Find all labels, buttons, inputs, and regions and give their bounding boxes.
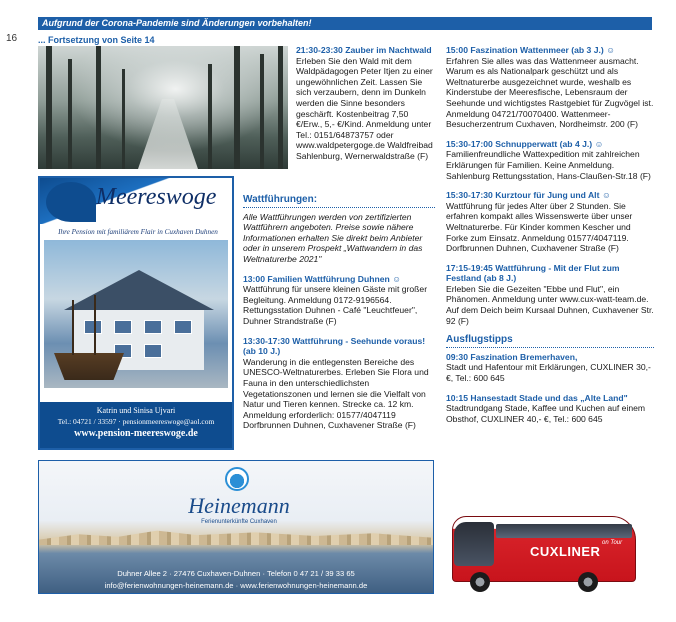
event-body: Familienfreundliche Wattexpedition mit zahlreichen Erklärungen für Familien. Keine Anmeldung. Sahlenburg Rettungsstation, Hans-Claußen-Str.18 (F) bbox=[446, 149, 651, 181]
event-title: 21:30-23:30 Zauber im Nachtwald bbox=[296, 45, 432, 55]
website: www.pension-meereswoge.de bbox=[74, 428, 198, 439]
event-body: Wanderung in die entlegensten Bereiche des UNESCO-Weltnaturerbes. Erleben Sie Flora und Fauna in den unterschiedlichsten Vegetationszonen und lernen sie die Vielfalt von Natur und Tieren kennen. Strecke ca. 12 km. Anmeldung erforderlich: 01577/4047119 Dorfbrunnen Duhnen, Cuxhavener Straße (F) bbox=[243, 356, 429, 431]
cuxliner-logo: CUXLINER bbox=[530, 544, 601, 559]
house-painting bbox=[44, 240, 228, 388]
event-title: 15:30-17:00 Schnupperwatt (ab 4 J.) ☺ bbox=[446, 138, 604, 149]
event-body: Erleben Sie den Wald mit dem Waldpädagogen Peter Itjen zu einer ungewöhnlichen Zeit. Lassen Sie sich verzaubern, denn im Dunkeln werden die Sinne besonders geschärft. Kostenbeitrag 7,50 €/Erw., 5,- €/Kind. Anmeldung unter Tel.: 0151/64873757 oder www.waldpetergoge.de Waldfreibad Sahlenburg, Wernerwaldstraße (F) bbox=[296, 55, 433, 161]
section-title: Wattführungen: bbox=[243, 195, 435, 208]
heinemann-web: info@ferienwohnungen-heinemann.de · www.ferienwohnungen-heinemann.de bbox=[104, 581, 368, 590]
wattfuehrungen-section bbox=[243, 195, 435, 440]
heinemann-logo-icon bbox=[225, 467, 249, 491]
phone-email: Tel.: 04721 / 33597 · pensionmeereswoge@aol.com bbox=[57, 417, 215, 426]
forest-photo bbox=[38, 46, 288, 169]
meereswoge-contact bbox=[40, 402, 232, 448]
right-column bbox=[446, 45, 654, 433]
corona-banner: Aufgrund der Corona-Pandemie sind Änderungen vorbehalten! bbox=[38, 17, 652, 30]
trip-title: 10:15 Hansestadt Stade und das „Alte Land" bbox=[446, 392, 628, 403]
meereswoge-subtitle: Ihre Pension mit familiärem Flair in Cuxhaven Duhnen bbox=[58, 228, 218, 236]
heinemann-brand: Heinemann bbox=[188, 493, 290, 518]
event-nachtwald bbox=[296, 45, 436, 171]
event-title: 13:30-17:30 Wattführung - Seehunde voraus! (ab 10 J.) bbox=[243, 335, 426, 357]
wave-curl-icon bbox=[46, 182, 96, 222]
cuxliner-logo-small: on Tour bbox=[602, 540, 623, 546]
coastline-photo bbox=[39, 527, 433, 545]
event-title: 15:00 Faszination Wattenmeer (ab 3 J.) ☺ bbox=[446, 45, 615, 55]
heinemann-address: Duhner Allee 2 · 27476 Cuxhaven-Duhnen · Telefon 0 47 21 / 39 33 65 bbox=[117, 569, 355, 578]
section-title: Ausflugstipps bbox=[446, 335, 654, 348]
event-title: 15:30-17:30 Kurztour für Jung und Alt ☺ bbox=[446, 190, 611, 201]
event-body: Wattführung für jedes Alter über 2 Stunden. Sie erfahren kompakt alles Wissenswerte über unser Weltnaturerbe. Für Kinder kommen Kescher und Forke zum Einsatz. Anmeldung 01577/4047119. Dorfbrunnen Duhnen, Cuxhavener Straße (F) bbox=[446, 200, 633, 254]
cuxliner-bus-photo bbox=[448, 512, 640, 596]
section-intro: Alle Wattführungen werden von zertifizierten Wattführern angeboten. Preise sowie nähere Informationen erhalten Sie direkt beim Anbieter oder in unserem Prospekt „Wattwandern in das Weltnaturerbe 2021" bbox=[243, 211, 423, 264]
event-body: Erfahren Sie alles was das Wattenmeer ausmacht. Warum es als Nationalpark geschützt und als Weltnaturerbe ausgezeichnet wurde, weshalb es Kinderstube der Meeresfische, Lebensraum der Seehunde und wichtigstes Rastgebiet für Zugvögel ist. Anmeldung 04721/70070400. Wattenmeer-Besucherzentrum Cuxhaven, Nordheimstr. 200 (F) bbox=[446, 55, 654, 130]
meereswoge-advert bbox=[38, 176, 234, 450]
heinemann-brand-sub: Ferienunterkünfte Cuxhaven bbox=[201, 519, 277, 525]
event-body: Wattführung für unsere kleinen Gäste mit großer Begleitung. Anmeldung 0172-9196564. Rettungsstation Duhnen - Café "Leuchtfeuer", Duhner Strandstraße (F) bbox=[243, 284, 428, 326]
heinemann-advert bbox=[38, 460, 434, 594]
owner-names: Katrin und Sinisa Ujvari bbox=[96, 406, 176, 415]
meereswoge-title: Meereswoge bbox=[96, 184, 217, 210]
trip-body: Stadtrundgang Stade, Kaffee und Kuchen auf einem Obsthof, CUXLINER 40,- €, Tel.: 600 645 bbox=[446, 403, 646, 424]
event-body: Erleben Sie die Gezeiten "Ebbe und Flut", ein Phänomen. Anmeldung unter www.cux-watt-team.de. Auf dem Deich beim Kursaal Duhnen, Cuxhavener Str. 92 (F) bbox=[446, 283, 654, 326]
event-title: 17:15-19:45 Wattführung - Mit der Flut zum Festland (ab 8 J.) bbox=[446, 262, 620, 284]
event-title: 13:00 Familien Wattführung Duhnen ☺ bbox=[243, 273, 401, 284]
continuation-note: ... Fortsetzung von Seite 14 bbox=[38, 35, 155, 45]
trip-title: 09:30 Faszination Bremerhaven, bbox=[446, 351, 578, 362]
trip-body: Stadt und Hafentour mit Erklärungen, CUXLINER 30,- €, Tel.: 600 645 bbox=[446, 362, 651, 384]
page-number: 16 bbox=[6, 33, 18, 44]
